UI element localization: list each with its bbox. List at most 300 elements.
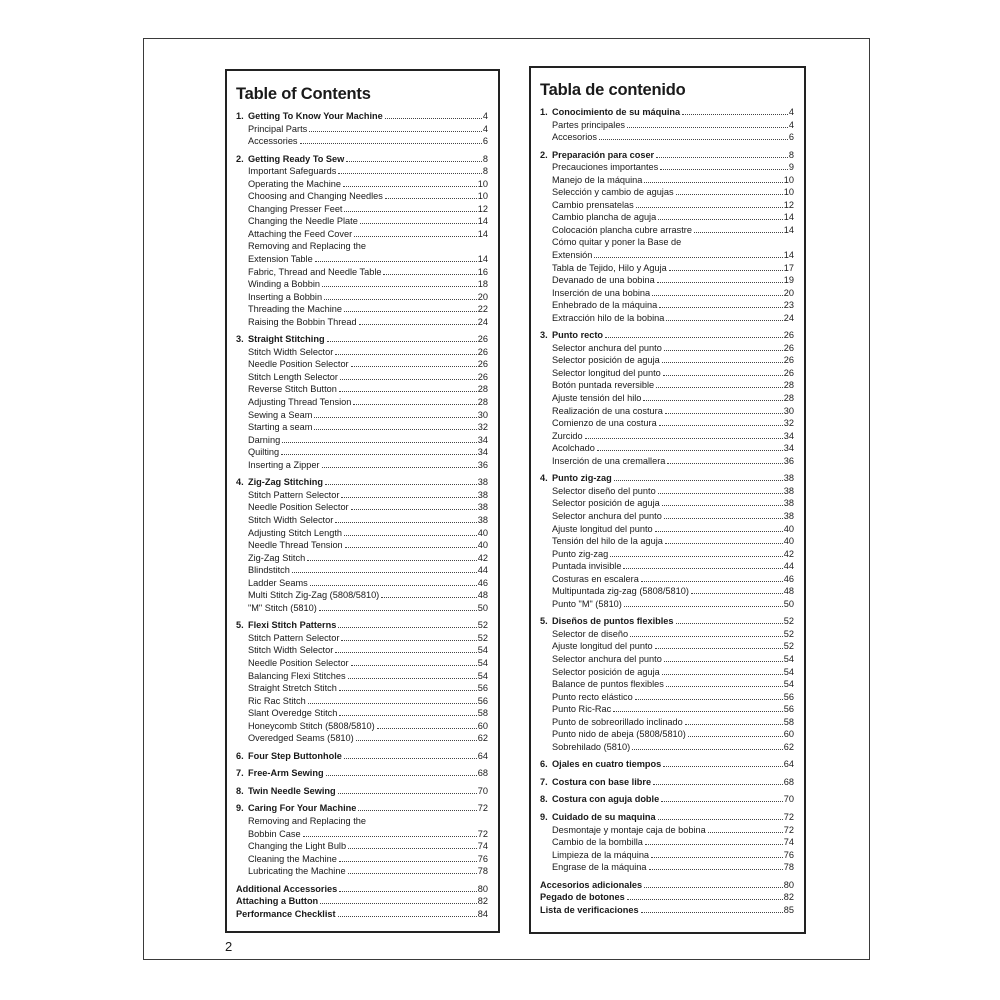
entry-title: Zig-Zag Stitch <box>248 552 306 563</box>
leader-dots <box>666 686 783 687</box>
page-ref: 30 <box>783 405 794 416</box>
page-ref: 82 <box>477 896 488 907</box>
toc-section <box>236 785 488 798</box>
toc-entry <box>540 510 794 523</box>
leader-dots <box>659 425 783 426</box>
entry-title: Honeycomb Stitch (5808/5810) <box>248 720 375 731</box>
toc-section <box>236 110 488 148</box>
page-ref: 70 <box>477 785 488 796</box>
entry-title: Sobrehilado (5810) <box>552 741 631 752</box>
leader-dots <box>344 311 477 312</box>
toc-section-heading <box>540 472 794 485</box>
leader-dots <box>335 652 476 653</box>
section-number: 3. <box>540 330 548 341</box>
page-ref: 78 <box>477 866 488 877</box>
entry-title: Ajuste longitud del punto <box>552 641 653 652</box>
toc-entry <box>236 178 488 191</box>
toc-entry <box>236 695 488 708</box>
toc-entry <box>236 383 488 396</box>
page-ref: 62 <box>783 741 794 752</box>
toc-entry <box>236 602 488 615</box>
entry-title: Bobbin Case <box>248 828 301 839</box>
leader-dots <box>339 391 477 392</box>
entry-title: Costura con aguja doble <box>552 794 660 805</box>
page-ref: 54 <box>477 657 488 668</box>
entry-title: Ojales en cuatro tiempos <box>552 759 662 770</box>
leader-dots <box>319 610 477 611</box>
entry-title: Inserting a Zipper <box>248 459 320 470</box>
entry-title: Punto nido de abeja (5808/5810) <box>552 729 686 740</box>
section-number: 1. <box>236 111 244 121</box>
page-ref: 42 <box>783 548 794 559</box>
leader-dots <box>338 173 482 174</box>
page-ref: 4 <box>788 107 794 117</box>
entry-title: Overedged Seams (5810) <box>248 733 354 744</box>
entry-title: Balancing Flexi Stitches <box>248 670 346 681</box>
leader-dots <box>694 232 783 233</box>
toc-extras <box>540 879 794 917</box>
toc-title-english: Table of Contents <box>236 85 371 103</box>
leader-dots <box>339 891 477 892</box>
leader-dots <box>627 127 788 128</box>
leader-dots <box>664 661 783 662</box>
page-ref: 38 <box>477 502 488 513</box>
page-ref: 26 <box>477 371 488 382</box>
leader-dots <box>665 543 783 544</box>
leader-dots <box>354 236 477 237</box>
page-ref: 34 <box>477 434 488 445</box>
entry-title: Diseños de puntos flexibles <box>552 616 674 627</box>
toc-section <box>540 106 794 144</box>
page-ref: 12 <box>477 203 488 214</box>
toc-entry <box>540 354 794 367</box>
entry-title: Attaching the Feed Cover <box>248 228 353 239</box>
leader-dots <box>623 568 782 569</box>
toc-section <box>236 476 488 614</box>
toc-list-spanish <box>540 106 794 916</box>
entry-title: Punto zig-zag <box>552 473 612 484</box>
entry-title: Tabla de Tejido, Hilo y Aguja <box>552 262 667 273</box>
page-ref: 60 <box>783 729 794 740</box>
toc-entry <box>540 312 794 325</box>
page-ref: 44 <box>477 565 488 576</box>
toc-list-english <box>236 110 488 920</box>
entry-title: Colocación plancha cubre arrastre <box>552 224 692 235</box>
leader-dots <box>627 899 783 900</box>
entry-title: Zig-Zag Stitching <box>248 477 324 488</box>
toc-section-heading <box>236 476 488 489</box>
toc-entry <box>540 199 794 212</box>
toc-section-heading <box>236 802 488 815</box>
entry-title: Ladder Seams <box>248 577 308 588</box>
entry-title: Flexi Stitch Patterns <box>248 620 337 631</box>
page-ref: 50 <box>477 602 488 613</box>
page-ref: 34 <box>783 443 794 454</box>
page-ref: 52 <box>783 628 794 639</box>
page-ref: 52 <box>477 620 488 631</box>
section-number: 1. <box>540 107 548 117</box>
leader-dots <box>320 903 477 904</box>
entry-title: Removing and Replacing the <box>248 815 366 826</box>
page-ref: 70 <box>783 794 794 805</box>
page-ref: 8 <box>482 166 488 177</box>
toc-entry <box>540 653 794 666</box>
leader-dots <box>341 497 476 498</box>
leader-dots <box>314 417 476 418</box>
entry-title: Stitch Width Selector <box>248 645 334 656</box>
entry-title: Cambio plancha de aguja <box>552 212 657 223</box>
entry-title: Needle Position Selector <box>248 359 349 370</box>
leader-dots <box>340 379 477 380</box>
toc-entry <box>236 253 488 266</box>
entry-title: Ric Rac Stitch <box>248 695 306 706</box>
entry-title: Cleaning the Machine <box>248 853 337 864</box>
page-ref: 72 <box>477 803 488 814</box>
toc-section-heading <box>540 106 794 119</box>
page-ref: 40 <box>783 536 794 547</box>
entry-title: Reverse Stitch Button <box>248 384 337 395</box>
entry-title: Blindstitch <box>248 565 290 576</box>
toc-entry <box>236 514 488 527</box>
page-ref: 54 <box>477 645 488 656</box>
toc-entry <box>236 670 488 683</box>
page-ref: 34 <box>477 447 488 458</box>
leader-dots <box>351 366 477 367</box>
entry-title: Changing Presser Feet <box>248 203 343 214</box>
leader-dots <box>338 627 476 628</box>
toc-section-heading <box>540 615 794 628</box>
section-number: 2. <box>236 153 244 164</box>
toc-entry <box>540 836 794 849</box>
entry-title: Winding a Bobbin <box>248 279 321 290</box>
toc-entry <box>540 455 794 468</box>
toc-section-heading <box>540 776 794 789</box>
toc-entry <box>236 564 488 577</box>
entry-title: Getting Ready To Sew <box>248 153 345 164</box>
toc-title-spanish: Tabla de contenido <box>540 81 686 99</box>
leader-dots <box>324 299 477 300</box>
entry-title: Changing the Light Bulb <box>248 841 347 852</box>
page-ref: 6 <box>788 132 794 143</box>
toc-entry <box>540 392 794 405</box>
leader-dots <box>636 207 783 208</box>
page-ref: 54 <box>783 666 794 677</box>
leader-dots <box>383 274 476 275</box>
page-ref: 4 <box>482 123 488 134</box>
leader-dots <box>665 413 783 414</box>
toc-entry <box>540 598 794 611</box>
leader-dots <box>325 484 477 485</box>
entry-title: Desmontaje y montaje caja de bobina <box>552 824 706 835</box>
entry-title: Inserting a Bobbin <box>248 291 323 302</box>
page-ref: 26 <box>477 359 488 370</box>
toc-entry <box>540 119 794 132</box>
leader-dots <box>348 873 477 874</box>
section-number: 6. <box>540 759 548 770</box>
leader-dots <box>655 531 783 532</box>
toc-extra-entry <box>236 908 488 921</box>
leader-dots <box>667 463 782 464</box>
toc-entry <box>540 666 794 679</box>
leader-dots <box>676 194 783 195</box>
toc-entry <box>540 497 794 510</box>
toc-section-heading <box>236 785 488 798</box>
toc-entry <box>540 430 794 443</box>
section-number: 4. <box>540 473 548 484</box>
toc-section <box>236 802 488 877</box>
toc-entry <box>236 358 488 371</box>
entry-title: Performance Checklist <box>236 908 336 919</box>
leader-dots <box>335 522 476 523</box>
entry-title: Comienzo de una costura <box>552 418 657 429</box>
leader-dots <box>346 161 482 162</box>
toc-entry <box>236 815 488 828</box>
leader-dots <box>351 665 477 666</box>
entry-title: Adjusting Stitch Length <box>248 527 342 538</box>
leader-dots <box>359 324 477 325</box>
leader-dots <box>353 404 476 405</box>
toc-section-heading <box>540 793 794 806</box>
entry-title: Raising the Bobbin Thread <box>248 316 357 327</box>
leader-dots <box>662 505 783 506</box>
toc-entry <box>540 405 794 418</box>
toc-entry <box>540 741 794 754</box>
leader-dots <box>659 307 783 308</box>
leader-dots <box>585 438 783 439</box>
leader-dots <box>652 295 783 296</box>
toc-entry <box>540 211 794 224</box>
entry-title: Punto Ric-Rac <box>552 704 612 715</box>
entry-title: Important Safeguards <box>248 166 337 177</box>
page-ref: 76 <box>783 849 794 860</box>
page-ref: 58 <box>783 716 794 727</box>
page-ref: 48 <box>783 586 794 597</box>
toc-section <box>236 750 488 763</box>
leader-dots <box>630 636 783 637</box>
leader-dots <box>594 257 782 258</box>
page-ref: 14 <box>783 224 794 235</box>
toc-section <box>540 811 794 874</box>
entry-title: Cómo quitar y poner la Base de <box>552 237 682 248</box>
toc-entry <box>540 485 794 498</box>
entry-title: Lubricating the Machine <box>248 866 346 877</box>
toc-entry <box>540 174 794 187</box>
entry-title: Twin Needle Sewing <box>248 785 336 796</box>
leader-dots <box>344 211 476 212</box>
toc-entry <box>236 421 488 434</box>
page-ref: 58 <box>477 708 488 719</box>
page-ref: 18 <box>477 279 488 290</box>
entry-title: "M" Stitch (5810) <box>248 602 317 613</box>
toc-entry <box>540 379 794 392</box>
leader-dots <box>307 560 477 561</box>
leader-dots <box>303 836 477 837</box>
entry-title: Straight Stitching <box>248 334 325 345</box>
leader-dots <box>351 509 477 510</box>
leader-dots <box>662 362 783 363</box>
leader-dots <box>658 219 783 220</box>
page-ref: 62 <box>477 733 488 744</box>
entry-title: Selector anchura del punto <box>552 510 662 521</box>
entry-title: Quilting <box>248 447 280 458</box>
leader-dots <box>651 857 783 858</box>
entry-title: Cuidado de su maquina <box>552 811 656 822</box>
toc-entry <box>236 316 488 329</box>
entry-title: Ajuste longitud del punto <box>552 523 653 534</box>
toc-entry <box>540 728 794 741</box>
page-ref: 9 <box>788 162 794 173</box>
toc-entry <box>540 560 794 573</box>
page-ref: 74 <box>477 841 488 852</box>
page-ref: 60 <box>477 720 488 731</box>
leader-dots <box>653 784 783 785</box>
toc-section-heading <box>540 758 794 771</box>
leader-dots <box>669 270 783 271</box>
toc-entry <box>540 849 794 862</box>
toc-entry <box>540 224 794 237</box>
entry-title: Removing and Replacing the <box>248 241 366 252</box>
entry-title: Precauciones importantes <box>552 162 659 173</box>
section-number: 2. <box>540 149 548 160</box>
leader-dots <box>339 715 476 716</box>
leader-dots <box>335 354 476 355</box>
page-ref: 23 <box>783 300 794 311</box>
toc-entry <box>236 278 488 291</box>
page-ref: 38 <box>783 498 794 509</box>
entry-title: Lista de verificaciones <box>540 904 639 915</box>
leader-dots <box>688 736 783 737</box>
entry-title: Slant Overedge Stitch <box>248 708 338 719</box>
page-ref: 36 <box>477 459 488 470</box>
leader-dots <box>664 350 783 351</box>
toc-entry <box>236 828 488 841</box>
entry-title: Darning <box>248 434 281 445</box>
entry-title: Selector de diseño <box>552 628 629 639</box>
entry-title: Engrase de la máquina <box>552 862 647 873</box>
page-ref: 54 <box>783 653 794 664</box>
entry-title: Selector posición de aguja <box>552 498 660 509</box>
leader-dots <box>663 766 783 767</box>
leader-dots <box>308 703 477 704</box>
leader-dots <box>326 775 477 776</box>
toc-entry <box>540 342 794 355</box>
toc-entry <box>236 203 488 216</box>
entry-title: Additional Accessories <box>236 883 338 894</box>
page-ref: 36 <box>783 455 794 466</box>
leader-dots <box>339 861 477 862</box>
entry-title: Needle Position Selector <box>248 657 349 668</box>
entry-title: Choosing and Changing Needles <box>248 191 383 202</box>
leader-dots <box>658 819 783 820</box>
entry-title: Enhebrado de la máquina <box>552 300 658 311</box>
page-ref: 30 <box>477 409 488 420</box>
toc-section <box>236 767 488 780</box>
leader-dots <box>341 640 476 641</box>
leader-dots <box>292 572 477 573</box>
leader-dots <box>348 848 477 849</box>
page-ref: 38 <box>783 485 794 496</box>
toc-entry <box>540 236 794 249</box>
entry-title: Costuras en escalera <box>552 573 639 584</box>
entry-title: Punto recto elástico <box>552 691 633 702</box>
toc-entry <box>236 577 488 590</box>
toc-section <box>236 333 488 471</box>
entry-title: Selección y cambio de agujas <box>552 187 674 198</box>
toc-entry <box>236 589 488 602</box>
page-ref: 68 <box>783 776 794 787</box>
page-ref: 14 <box>783 250 794 261</box>
leader-dots <box>632 749 783 750</box>
section-number: 3. <box>236 334 244 345</box>
toc-section-heading <box>540 329 794 342</box>
page-ref: 52 <box>477 632 488 643</box>
page-ref: 38 <box>783 510 794 521</box>
page-ref: 17 <box>783 262 794 273</box>
entry-title: Stitch Width Selector <box>248 514 334 525</box>
leader-dots <box>300 143 482 144</box>
toc-entry <box>236 552 488 565</box>
page-ref: 56 <box>783 704 794 715</box>
toc-entry <box>540 367 794 380</box>
entry-title: Costura con base libre <box>552 776 652 787</box>
entry-title: Selector posición de aguja <box>552 666 660 677</box>
page-ref: 10 <box>477 178 488 189</box>
entry-title: Accessories <box>248 136 298 147</box>
toc-entry <box>540 861 794 874</box>
leader-dots <box>656 157 788 158</box>
toc-entry <box>540 417 794 430</box>
page-ref: 10 <box>477 191 488 202</box>
leader-dots <box>656 387 783 388</box>
toc-entry <box>236 632 488 645</box>
section-number: 8. <box>236 785 244 796</box>
toc-section <box>540 615 794 753</box>
entry-title: Stitch Width Selector <box>248 346 334 357</box>
toc-entry <box>236 434 488 447</box>
page-ref: 46 <box>477 577 488 588</box>
page-ref: 76 <box>477 853 488 864</box>
page-ref: 72 <box>477 828 488 839</box>
page-ref: 22 <box>477 304 488 315</box>
page-ref: 26 <box>477 346 488 357</box>
toc-extras <box>236 883 488 921</box>
entry-title: Selector longitud del punto <box>552 367 661 378</box>
entry-title: Cambio de la bombilla <box>552 837 643 848</box>
toc-entry <box>540 262 794 275</box>
entry-title: Manejo de la máquina <box>552 174 643 185</box>
toc-entry <box>236 396 488 409</box>
page-ref: 20 <box>477 291 488 302</box>
toc-entry <box>540 678 794 691</box>
entry-title: Puntada invisible <box>552 561 622 572</box>
page-ref: 74 <box>783 837 794 848</box>
page-ref: 28 <box>783 393 794 404</box>
page-ref: 38 <box>477 477 488 488</box>
section-number: 6. <box>236 750 244 761</box>
toc-entry <box>236 840 488 853</box>
leader-dots <box>315 261 477 262</box>
page-ref: 78 <box>783 862 794 873</box>
page-ref: 34 <box>783 430 794 441</box>
toc-entry <box>236 657 488 670</box>
leader-dots <box>360 223 477 224</box>
leader-dots <box>643 400 782 401</box>
leader-dots <box>348 678 477 679</box>
leader-dots <box>599 139 788 140</box>
page-ref: 12 <box>783 199 794 210</box>
page-ref: 38 <box>477 489 488 500</box>
entry-title: Needle Position Selector <box>248 502 349 513</box>
